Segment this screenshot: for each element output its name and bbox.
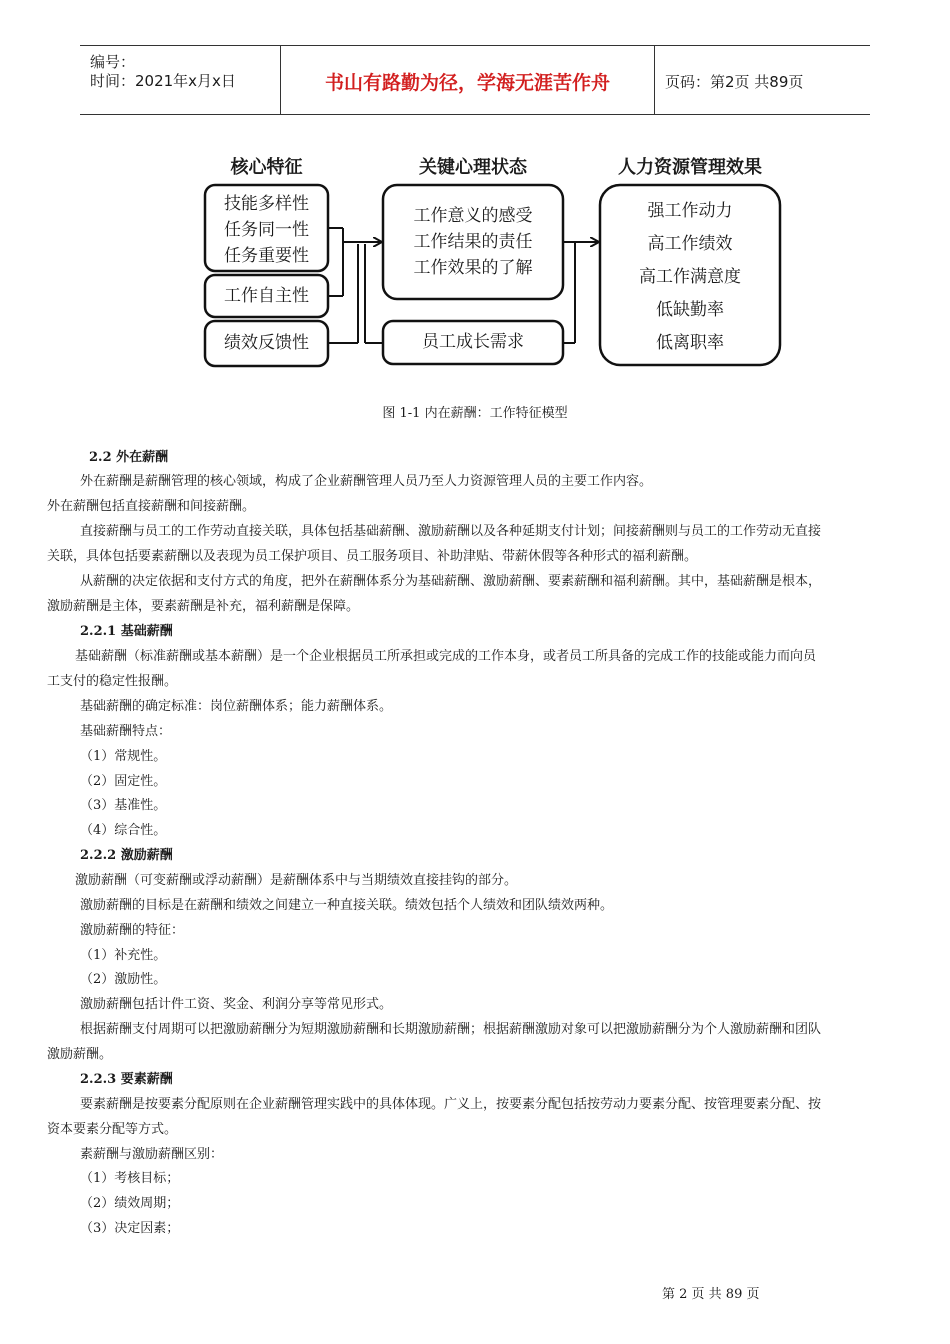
body-paragraph: 关联，具体包括要素薪酬以及表现为员工保护项目、员工服务项目、补助津贴、带薪休假等各种形式的福利薪酬。 <box>47 549 698 564</box>
body-paragraph: 从薪酬的决定依据和支付方式的角度，把外在薪酬体系分为基础薪酬、激励薪酬、要素薪酬和福利薪酬。其中，基础薪酬是根本， <box>80 574 822 589</box>
body-paragraph: 激励薪酬（可变薪酬或浮动薪酬）是薪酬体系中与当期绩效直接挂钩的部分。 <box>75 873 518 888</box>
figure-caption: 图 1-1 内在薪酬：工作特征模型 <box>382 406 568 421</box>
list-item: （3）基准性。 <box>80 798 167 813</box>
header-motto: 书山有路勤为径，学海无涯苦作舟 <box>324 72 610 94</box>
job-characteristics-diagram <box>195 145 795 375</box>
header-motto-cell <box>281 46 655 114</box>
document-time: 时间：2021年x月x日 <box>90 72 236 90</box>
list-item: （1）考核目标； <box>80 1171 180 1186</box>
core-feature-item: 技能多样性 <box>224 194 309 214</box>
body-paragraph: 外在薪酬包括直接薪酬和间接薪酬。 <box>47 499 256 514</box>
psych-states-text <box>383 203 563 281</box>
outcomes-text <box>600 195 780 360</box>
list-item: （4）综合性。 <box>80 823 167 838</box>
body-paragraph: 直接薪酬与员工的工作劳动直接关联，具体包括基础薪酬、激励薪酬以及各种延期支付计划；间接薪酬则与员工的工作劳动无直接 <box>80 524 822 539</box>
body-paragraph: 激励薪酬。 <box>47 1047 113 1062</box>
list-item: （2）绩效周期； <box>80 1196 180 1211</box>
body-paragraph: 素薪酬与激励薪酬区别： <box>80 1147 224 1162</box>
body-paragraph: 基础薪酬（标准薪酬或基本薪酬）是一个企业根据员工所承担或完成的工作本身，或者员工所具备的完成工作的技能或能力而向员 <box>75 649 817 664</box>
outcome-item: 低离职率 <box>656 333 724 353</box>
header-page-cell <box>655 46 870 114</box>
section-heading: 2.2 外在薪酬 <box>89 450 169 465</box>
list-item: （2）激励性。 <box>80 972 167 987</box>
body-paragraph: 根据薪酬支付周期可以把激励薪酬分为短期激励薪酬和长期激励薪酬；根据薪酬激励对象可以把激励薪酬分为个人激励薪酬和团队 <box>80 1022 822 1037</box>
body-paragraph: 激励薪酬的目标是在薪酬和绩效之间建立一种直接关联。绩效包括个人绩效和团队绩效两种。 <box>80 898 614 913</box>
body-paragraph: 基础薪酬的确定标准：岗位薪酬体系；能力薪酬体系。 <box>80 699 393 714</box>
body-paragraph: 工支付的稳定性报酬。 <box>47 674 178 689</box>
body-paragraph: 外在薪酬是薪酬管理的核心领域，构成了企业薪酬管理人员乃至人力资源管理人员的主要工作内容。 <box>80 474 653 489</box>
body-paragraph: 激励薪酬是主体，要素薪酬是补充，福利薪酬是保障。 <box>47 599 360 614</box>
outcome-item: 高工作绩效 <box>647 234 733 254</box>
body-paragraph: 基础薪酬特点： <box>80 724 172 739</box>
col1-title: 核心特征 <box>230 157 303 178</box>
autonomy-text: 工作自主性 <box>224 286 309 306</box>
list-item: （2）固定性。 <box>80 774 167 789</box>
list-item: （1）常规性。 <box>80 749 167 764</box>
psych-state-item: 工作效果的了解 <box>413 258 533 278</box>
section-heading: 2.2.2 激励薪酬 <box>80 848 173 863</box>
list-item: （3）决定因素； <box>80 1221 180 1236</box>
col2-title: 关键心理状态 <box>419 157 527 178</box>
document-number-label: 编号： <box>90 53 136 71</box>
header-page-info: 页码：第2页 共89页 <box>665 73 804 91</box>
body-paragraph: 资本要素分配等方式。 <box>47 1122 178 1137</box>
list-item: （1）补充性。 <box>80 948 167 963</box>
header-meta-cell <box>80 46 281 114</box>
section-heading: 2.2.3 要素薪酬 <box>80 1072 173 1087</box>
page-footer: 第 2 页 共 89 页 <box>662 1287 760 1302</box>
col3-title: 人力资源管理效果 <box>618 157 762 178</box>
feedback-text: 绩效反馈性 <box>224 333 309 353</box>
psych-state-item: 工作结果的责任 <box>413 232 533 252</box>
core-feature-item: 任务重要性 <box>224 246 309 266</box>
outcome-item: 低缺勤率 <box>656 300 724 320</box>
outcome-item: 高工作满意度 <box>639 267 741 287</box>
body-paragraph: 激励薪酬的特征： <box>80 923 185 938</box>
growth-need-text: 员工成长需求 <box>422 332 524 352</box>
core-feature-item: 任务同一性 <box>224 220 309 240</box>
page-header <box>80 45 870 115</box>
body-paragraph: 要素薪酬是按要素分配原则在企业薪酬管理实践中的具体体现。广义上，按要素分配包括按劳动力要素分配、按管理要素分配、按 <box>80 1097 822 1112</box>
outcome-item: 强工作动力 <box>647 201 733 221</box>
core-features-text <box>205 191 328 269</box>
psych-state-item: 工作意义的感受 <box>413 206 533 226</box>
section-heading: 2.2.1 基础薪酬 <box>80 624 173 639</box>
body-paragraph: 激励薪酬包括计件工资、奖金、利润分享等常见形式。 <box>80 997 393 1012</box>
